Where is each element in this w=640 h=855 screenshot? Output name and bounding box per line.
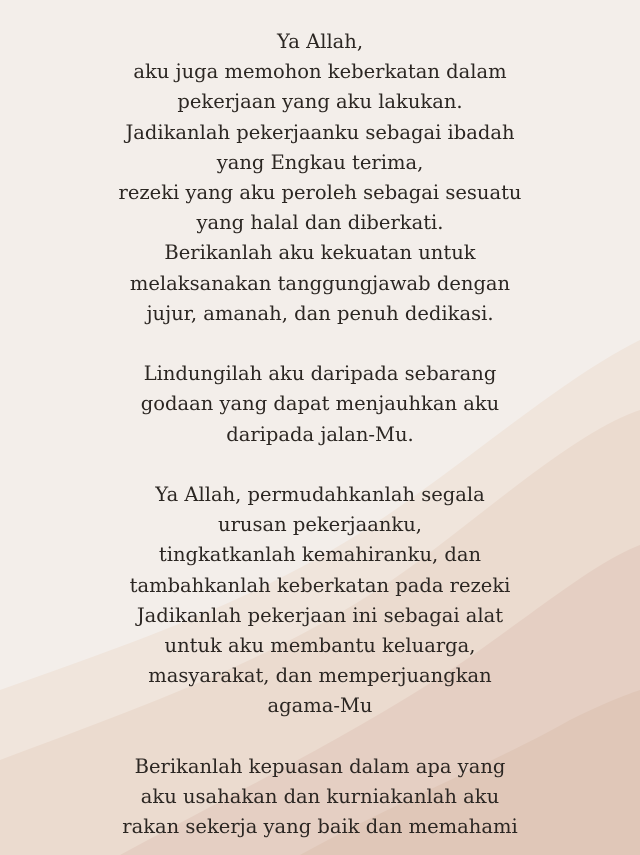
poem-line: melaksanakan tanggungjawab dengan (129, 271, 511, 295)
poem-line: Berikanlah kepuasan dalam apa yang (134, 754, 506, 778)
poem-line: aku juga memohon keberkatan dalam (133, 60, 507, 84)
poem-line: masyarakat, dan memperjuangkan (148, 664, 492, 688)
stanza-4 (0, 752, 640, 843)
poem-line: aku usahakan dan kurniakanlah aku (140, 785, 500, 809)
poem-line: pekerjaan yang aku lakukan. (177, 90, 463, 114)
poem-line: rezeki yang aku peroleh sebagai sesuatu (118, 181, 522, 205)
poem-line: jujur, amanah, dan penuh dedikasi. (146, 301, 494, 325)
poem-line: urusan pekerjaanku, (218, 513, 422, 537)
poem-line: agama-Mu (267, 694, 373, 718)
stanza-2 (0, 359, 640, 450)
stanza-3 (0, 480, 640, 722)
poem-line: Ya Allah, (276, 30, 364, 53)
poem-line: Ya Allah, permudahkanlah segala (155, 483, 485, 507)
poem-line: tingkatkanlah kemahiranku, dan (158, 543, 482, 567)
poem-line: yang Engkau terima, (216, 150, 424, 174)
poem-line: Lindungilah aku daripada sebarang (143, 362, 497, 386)
stanza-1 (0, 27, 640, 329)
poem-line: godaan yang dapat menjauhkan aku (140, 392, 500, 416)
poem-line: rakan sekerja yang baik dan memahami (122, 815, 518, 839)
poem-line: yang halal dan diberkati. (196, 211, 444, 235)
poem-line: Berikanlah aku kekuatan untuk (164, 241, 476, 265)
poem-line: Jadikanlah pekerjaan ini sebagai alat (136, 603, 504, 627)
poem-line: tambahkanlah keberkatan pada rezeki (129, 573, 511, 597)
poem-line: daripada jalan-Mu. (226, 422, 414, 446)
poem-line: untuk aku membantu keluarga, (164, 634, 476, 658)
poem-line: Jadikanlah pekerjaanku sebagai ibadah (125, 120, 515, 144)
